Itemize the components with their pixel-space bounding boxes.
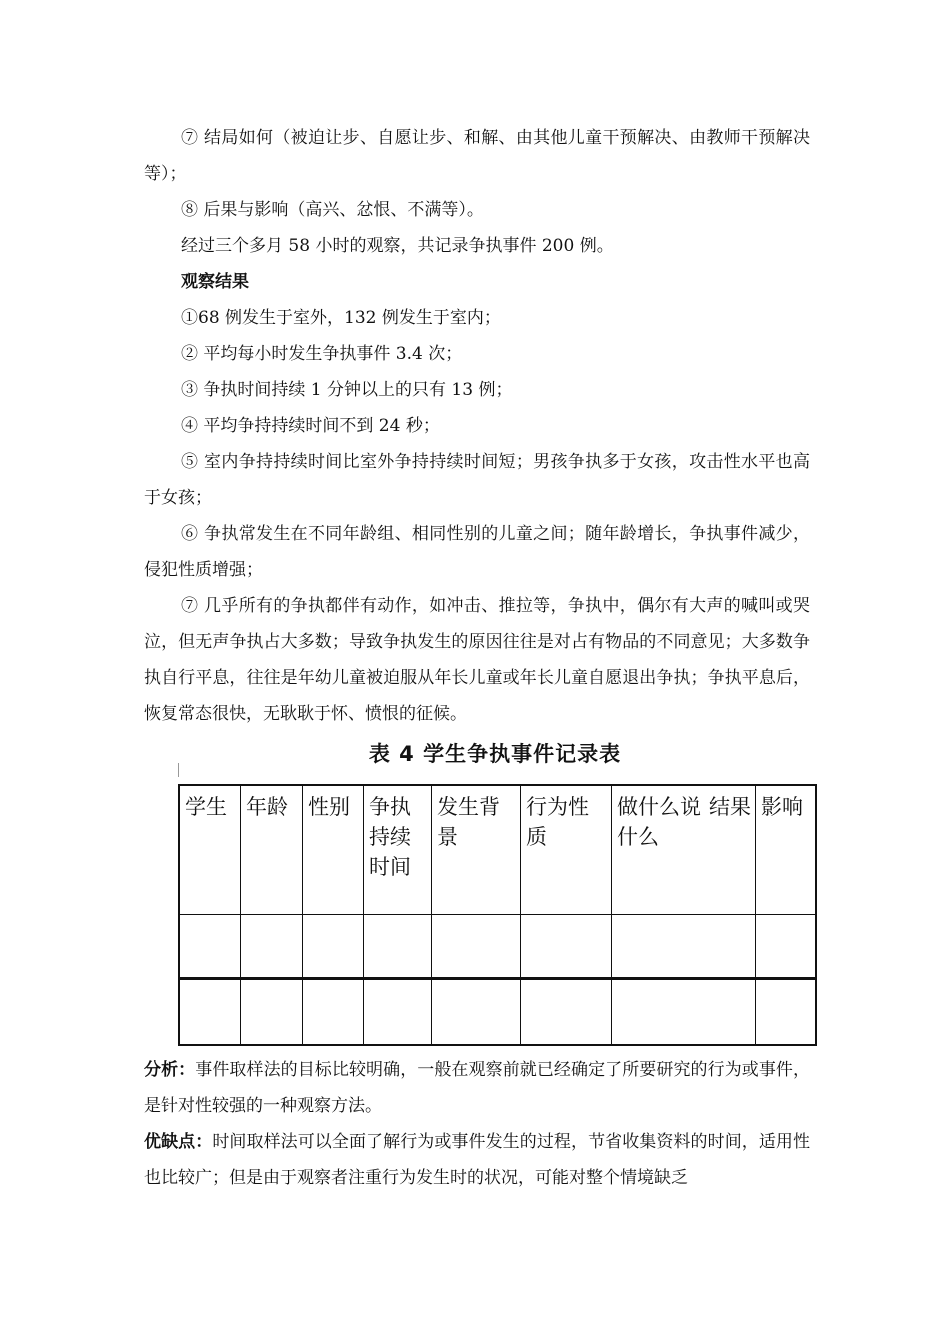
- results-heading: 观察结果: [181, 272, 249, 292]
- pros-cons-label: 优缺点：: [144, 1132, 213, 1152]
- header-background: 发生背景: [432, 785, 521, 915]
- header-what-said-result: [612, 785, 756, 915]
- event-record-table: [178, 784, 817, 1046]
- table-cell: [241, 979, 303, 1046]
- header-gender: 性别: [303, 785, 364, 915]
- table-cell: [756, 979, 817, 1046]
- header-age: 年龄: [241, 785, 303, 915]
- header-duration: 争执持续时间: [364, 785, 432, 915]
- analysis-label: 分析：: [144, 1060, 196, 1080]
- table-cell: [521, 915, 612, 979]
- table-cell: [303, 979, 364, 1046]
- table-cell: [303, 915, 364, 979]
- result-item-4: ④ 平均争持持续时间不到 24 秒；: [181, 416, 440, 436]
- table-cell: [432, 915, 521, 979]
- result-item-3: ③ 争执时间持续 1 分钟以上的只有 13 例；: [181, 380, 513, 400]
- table-cell: [756, 915, 817, 979]
- analysis-text: 事件取样法的目标比较明确，一般在观察前就已经确定了所要研究的行为或事件，是针对性较强的一种观察方法。: [144, 1060, 811, 1116]
- table-cell: [241, 915, 303, 979]
- result-item-1: ①68 例发生于室外，132 例发生于室内；: [181, 308, 501, 328]
- result-item-2: ② 平均每小时发生争执事件 3.4 次；: [181, 344, 463, 364]
- table-title: 表 4 学生争执事件记录表: [368, 742, 622, 766]
- table-header-row: [179, 785, 816, 915]
- paragraph-consequence: ⑧ 后果与影响（高兴、忿恨、不满等）。: [181, 200, 484, 220]
- paragraph-summary: 经过三个多月 58 小时的观察，共记录争执事件 200 例。: [181, 236, 614, 256]
- table-cell: [179, 979, 241, 1046]
- pros-cons-paragraph: [144, 1124, 810, 1196]
- table-cell: [432, 979, 521, 1046]
- header-impact: 影响: [756, 785, 817, 915]
- result-item-7: ⑦ 几乎所有的争执都伴有动作，如冲击、推拉等，争执中，偶尔有大声的喊叫或哭泣，但无声争执占大多数；导致争执发生的原因往往是对占有物品的不同意见；大多数争执自行平息，往往是年幼儿童被迫服从年长儿童或年长儿童自愿退出争执；争执平息后，恢复常态很快，无耿耿于怀、愤恨的征候。: [144, 596, 810, 724]
- result-item-6: ⑥ 争执常发生在不同年龄组、相同性别的儿童之间；随年龄增长，争执事件减少，侵犯性质增强；: [144, 524, 810, 580]
- result-item-5: ⑤ 室内争持持续时间比室外争持持续时间短；男孩争执多于女孩，攻击性水平也高于女孩；: [144, 452, 810, 508]
- analysis-paragraph: [144, 1052, 810, 1124]
- table-row: [179, 915, 816, 979]
- table-cell: [612, 979, 756, 1046]
- header-result: 结果: [709, 795, 751, 819]
- table-corner-mark: [178, 763, 179, 777]
- table-row: [179, 979, 816, 1046]
- table-cell: [612, 915, 756, 979]
- header-what-said: 做什么说什么: [617, 795, 701, 849]
- header-student: 学生: [179, 785, 241, 915]
- table-cell: [364, 979, 432, 1046]
- paragraph-outcome: ⑦ 结局如何（被迫让步、自愿让步、和解、由其他儿童干预解决、由教师干预解决等）；: [144, 128, 810, 184]
- table-cell: [179, 915, 241, 979]
- pros-cons-text: 时间取样法可以全面了解行为或事件发生的过程，节省收集资料的时间，适用性也比较广；但是由于观察者注重行为发生时的状况，可能对整个情境缺乏: [144, 1132, 811, 1188]
- table-cell: [364, 915, 432, 979]
- table-cell: [521, 979, 612, 1046]
- header-behavior: 行为性质: [521, 785, 612, 915]
